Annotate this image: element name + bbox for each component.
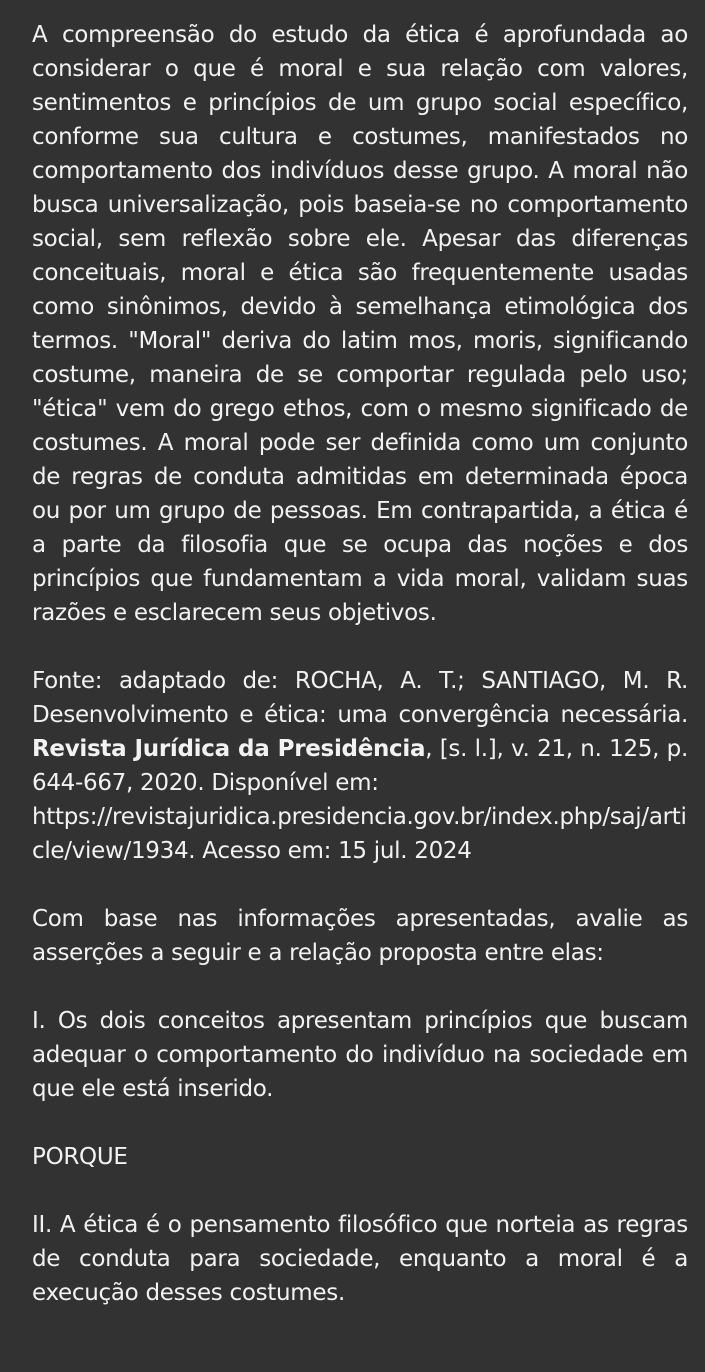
journal-title: Revista Jurídica da Presidência	[32, 736, 426, 762]
assertion-2: II. A ética é o pensamento filosófico que norteia as regras de conduta para sociedade, enquanto a moral é a execução desses costumes.	[32, 1212, 688, 1306]
source-citation	[32, 664, 688, 800]
connector-porque: PORQUE	[32, 1144, 128, 1170]
assertion-1: I. Os dois conceitos apresentam princípios que buscam adequar o comportamento do indivíduo na sociedade em que ele está inserido.	[32, 1008, 688, 1102]
citation-prefix: Fonte: adaptado de: ROCHA, A. T.; SANTIAGO, M. R. Desenvolvimento e ética: uma convergência necessária.	[32, 668, 688, 728]
passage-paragraph: A compreensão do estudo da ética é aprofundada ao considerar o que é moral e sua relação com valores, sentimentos e princípios de um grupo social específico, conforme sua cultura e costumes, manifestados no comportamento dos indivíduos desse grupo. A moral não busca universalização, pois baseia-se no comportamento social, sem reflexão sobre ele. Apesar das diferenças conceituais, moral e ética são frequentemente usadas como sinônimos, devido à semelhança etimológica dos termos. "Moral" deriva do latim mos, moris, significando costume, maneira de se comportar regulada pelo uso; "ética" vem do grego ethos, com o mesmo significado de costumes. A moral pode ser definida como um conjunto de regras de conduta admitidas em determinada época ou por um grupo de pessoas. Em contrapartida, a ética é a parte da filosofia que se ocupa das noções e dos princípios que fundamentam a vida moral, validam suas razões e esclarecem seus objetivos.	[32, 22, 688, 626]
citation-url-line	[32, 800, 688, 868]
citation-details: , [s. l.], v. 21, n. 125, p. 644-667, 2020. Disponível em:	[32, 736, 688, 796]
question-prompt: Com base nas informações apresentadas, avalie as asserções a seguir e a relação proposta entre elas:	[32, 906, 688, 966]
citation-access: Acesso em: 15 jul. 2024	[195, 838, 472, 864]
citation-url: https://revistajuridica.presidencia.gov.br/index.php/saj/article/view/1934.	[32, 804, 687, 864]
